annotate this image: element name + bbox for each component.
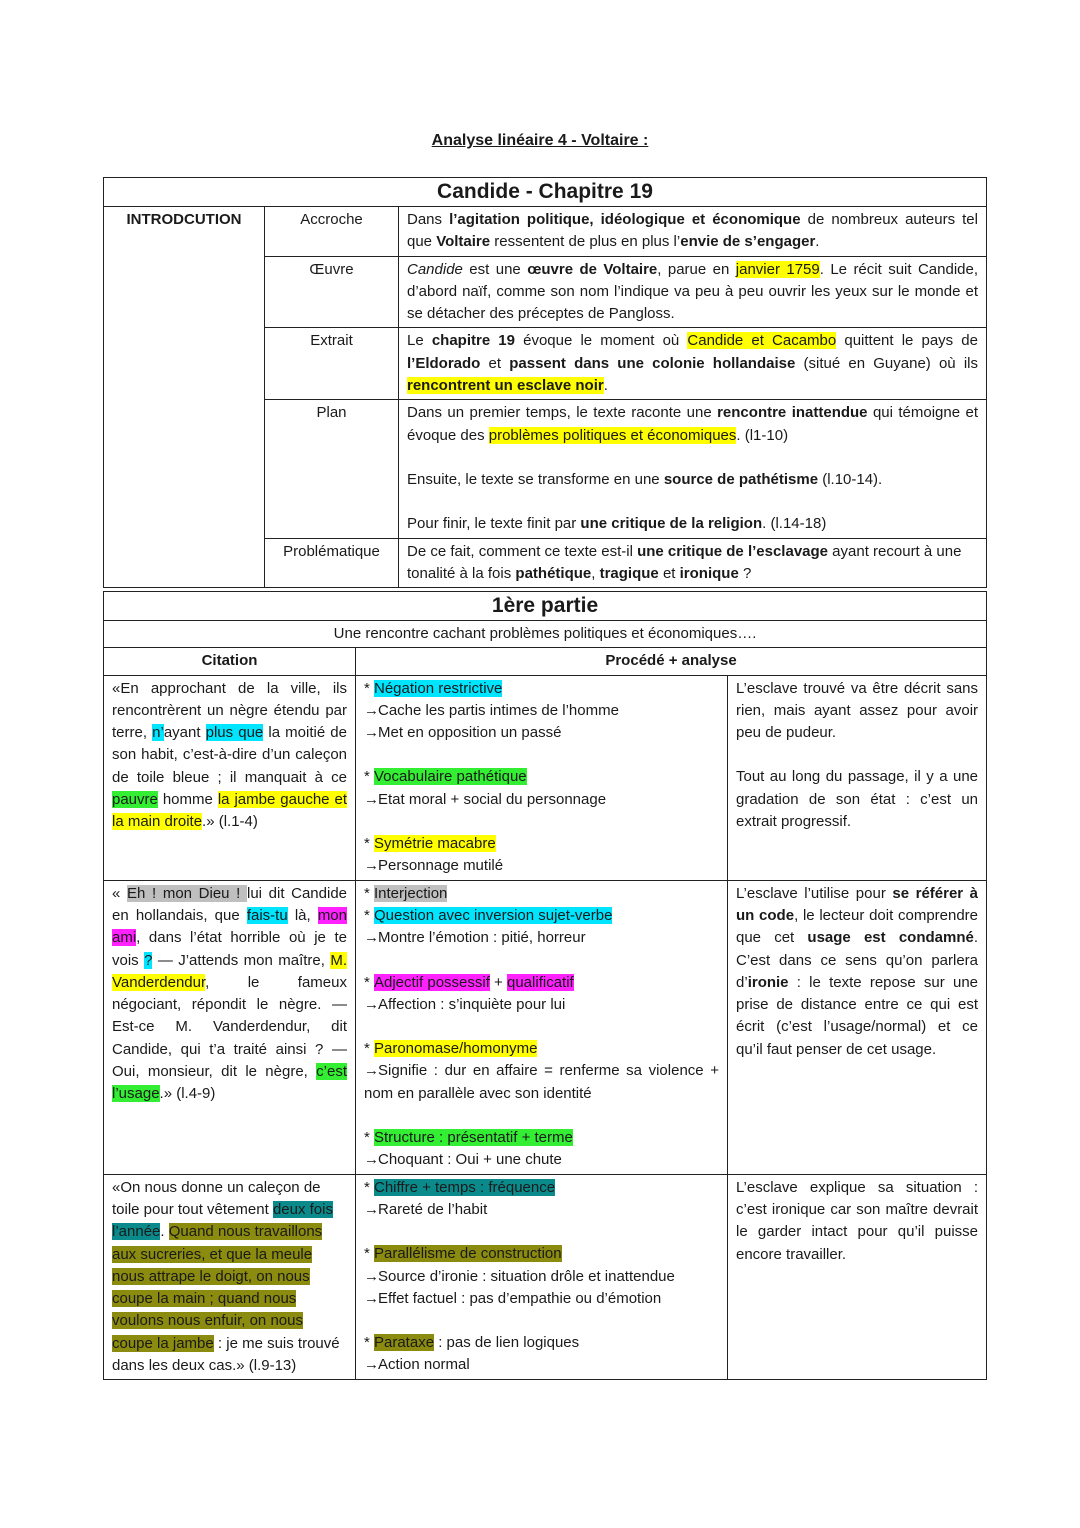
plan-label: Plan [265,400,399,538]
extrait-text: Le chapitre 19 évoque le moment où Candide et Cacambo quittent le pays de l’Eldorado et passent dans une colonie hollandaise (situé en Guyane) où ils rencontrent un esclave noir. [399,328,987,400]
arrow-right-icon: → [364,724,379,742]
oeuvre-text: Candide est une œuvre de Voltaire, parue en janvier 1759. Le récit suit Candide, d’abord naïf, comme son nom l’indique va peu à peu ouvrir les yeux sur le monde et se détacher des préceptes de Pangloss. [399,256,987,328]
arrow-right-icon: → [364,1356,379,1374]
arrow-right-icon: → [364,1151,379,1169]
bullet-icon: * [364,679,370,697]
bullet-icon: * [364,973,370,991]
table-row [104,675,987,880]
arrow-right-icon: → [364,1289,379,1307]
bullet-icon: * [364,768,370,786]
bullet-icon: * [364,1178,370,1196]
plan-part-1: Dans un premier temps, le texte raconte une rencontre inattendue qui témoigne et évoque des problèmes politiques et économiques. (l1-10) [407,404,978,444]
citation-cell: «En approchant de la ville, ils rencontrèrent un nègre étendu par terre, n’ayant plus que la moitié de son habit, c’est-à-dire d’un caleçon de toile bleue ; il manquait à ce pauvre homme la jambe gauche et la main droite.» (l.1-4) [104,675,356,880]
arrow-right-icon: → [364,1200,379,1218]
procede-cell: * Chiffre + temps : fréquence →Rareté de l’habit * Parallélisme de construction →Source d’ironie : situation drôle et inattendue →Effet factuel : pas d’empathie ou d’émotion * Parataxe : pas de lien logiques →Action normal [356,1174,728,1380]
col-header-citation: Citation [104,648,356,675]
bullet-icon: * [364,835,370,853]
arrow-right-icon: → [364,857,379,875]
part1-table [103,591,987,1380]
accroche-label: Accroche [265,207,399,257]
col-header-procede: Procédé + analyse [356,648,987,675]
bullet-icon: * [364,906,370,924]
problematique-label: Problématique [265,538,399,588]
intro-table-title: Candide - Chapitre 19 [104,178,987,207]
bullet-icon: * [364,1129,370,1147]
analyse-cell: L’esclave explique sa situation : c’est ironique car son maître devrait le garder intact pour qu’il puisse encore travailler. [728,1174,987,1380]
accroche-text: Dans l’agitation politique, idéologique et économique de nombreux auteurs tel que Voltaire ressentent de plus en plus l’envie de s’engager. [399,207,987,257]
table-row [104,880,987,1174]
bullet-icon: * [364,884,370,902]
analyse-cell: L’esclave l’utilise pour se référer à un code, le lecteur doit comprendre que cet usage est condamné. C’est dans ce sens qu’on parlera d’ironie : le texte repose sur une prise de distance entre ce qui est écrit (c’est l’usage/normal) et ce qu’il faut penser de cet usage. [728,880,987,1174]
intro-section-label: INTRODCUTION [104,207,265,588]
plan-part-3: Pour finir, le texte finit par une critique de la religion. (l.14-18) [407,515,827,533]
arrow-right-icon: → [364,1267,379,1285]
part1-subtitle: Une rencontre cachant problèmes politiques et économiques…. [104,621,987,648]
plan-part-2: Ensuite, le texte se transforme en une source de pathétisme (l.10-14). [407,470,883,488]
arrow-right-icon: → [364,1062,379,1080]
problematique-text: De ce fait, comment ce texte est-il une critique de l’esclavage ayant recourt à une tonalité à la fois pathétique, tragique et ironique ? [399,538,987,588]
procede-cell: * Interjection * Question avec inversion sujet-verbe →Montre l’émotion : pitié, horreur * Adjectif possessif + qualificatif →Affection : s’inquiète pour lui * Paronomase/homonyme →Signifie : dur en affaire = renferme sa violence + nom en parallèle avec son identité * Structure : présentatif + terme →Choquant : Oui + une chute [356,880,728,1174]
intro-table [103,177,987,588]
page-title: Analyse linéaire 4 - Voltaire : [431,132,649,149]
citation-cell: «On nous donne un caleçon de toile pour tout vêtement deux fois l’année. Quand nous travaillons aux sucreries, et que la meule nous attrape le doigt, on nous coupe la main ; quand nous voulons nous enfuir, on nous coupe la jambe : je me suis trouvé dans les deux cas.» (l.9-13) [104,1174,356,1380]
table-row [104,1174,987,1380]
analyse-cell: L’esclave trouvé va être décrit sans rien, mais ayant assez pour avoir peu de pudeur. Tout au long du passage, il y a une gradation de son état : c’est un extrait progressif. [728,675,987,880]
oeuvre-label: Œuvre [265,256,399,328]
plan-text [399,400,987,538]
bullet-icon: * [364,1245,370,1263]
procede-cell: * Négation restrictive →Cache les partis intimes de l’homme →Met en opposition un passé * Vocabulaire pathétique →Etat moral + social du personnage * Symétrie macabre →Personnage mutilé [356,675,728,880]
part1-title: 1ère partie [104,592,987,621]
arrow-right-icon: → [364,995,379,1013]
arrow-right-icon: → [364,790,379,808]
citation-cell: « Eh ! mon Dieu ! lui dit Candide en hollandais, que fais-tu là, mon ami, dans l’état horrible où je te vois ? — J’attends mon maître, M. Vanderdendur, le fameux négociant, répondit le nègre. — Est-ce M. Vanderdendur, dit Candide, qui t’a traité ainsi ? — Oui, monsieur, dit le nègre, c’est l’usage.» (l.4-9) [104,880,356,1174]
arrow-right-icon: → [364,929,379,947]
arrow-right-icon: → [364,701,379,719]
bullet-icon: * [364,1334,370,1352]
extrait-label: Extrait [265,328,399,400]
bullet-icon: * [364,1040,370,1058]
